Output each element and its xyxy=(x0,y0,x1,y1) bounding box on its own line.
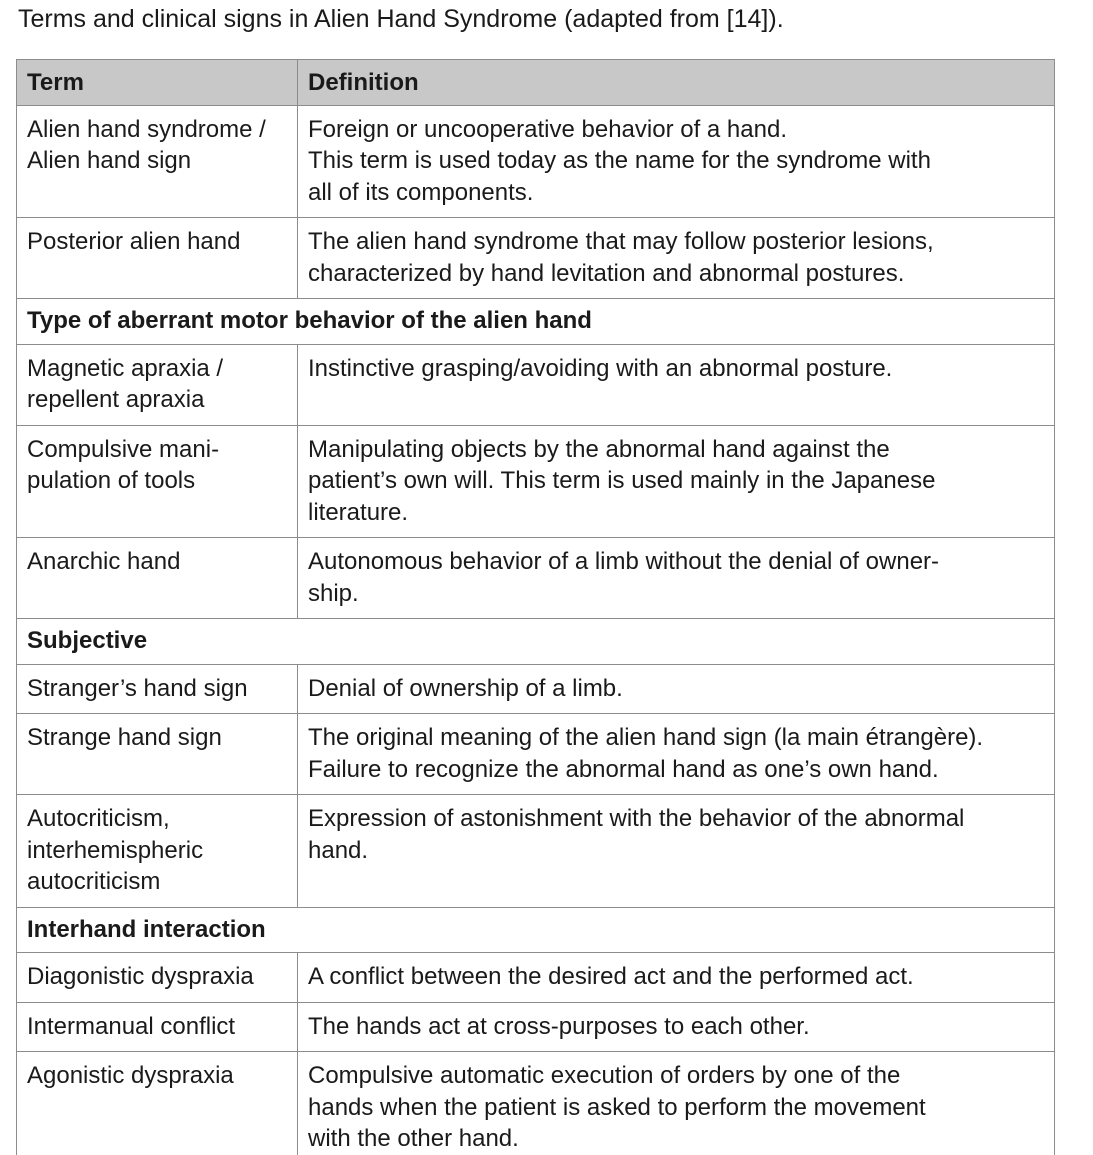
definition-cell: Compulsive automatic execution of orders by one of the hands when the patient is asked to perform the movement with the other hand. xyxy=(298,1052,1055,1155)
definition-cell: Expression of astonishment with the behavior of the abnormal hand. xyxy=(298,795,1055,908)
term-cell: Magnetic apraxia / repellent apraxia xyxy=(17,344,298,425)
section-row xyxy=(17,619,1055,665)
table-row xyxy=(17,795,1055,908)
term-cell: Diagonistic dyspraxia xyxy=(17,953,298,1003)
table-row xyxy=(17,664,1055,714)
table-row xyxy=(17,714,1055,795)
term-cell: Agonistic dyspraxia xyxy=(17,1052,298,1155)
header-row xyxy=(17,60,1055,106)
term-cell: Compulsive mani- pulation of tools xyxy=(17,425,298,538)
definition-cell: Manipulating objects by the abnormal hand against the patient’s own will. This term is used mainly in the Japanese literature. xyxy=(298,425,1055,538)
definition-cell: Autonomous behavior of a limb without the denial of owner- ship. xyxy=(298,538,1055,619)
table-row xyxy=(17,953,1055,1003)
term-cell: Strange hand sign xyxy=(17,714,298,795)
table-row xyxy=(17,105,1055,218)
table-row xyxy=(17,1052,1055,1155)
table-row xyxy=(17,1002,1055,1052)
header-term: Term xyxy=(17,60,298,106)
definition-cell: Denial of ownership of a limb. xyxy=(298,664,1055,714)
term-cell: Posterior alien hand xyxy=(17,218,298,299)
terms-table xyxy=(16,59,1055,1155)
section-row xyxy=(17,907,1055,953)
table-row xyxy=(17,425,1055,538)
definition-cell: The hands act at cross-purposes to each other. xyxy=(298,1002,1055,1052)
definition-cell: Instinctive grasping/avoiding with an abnormal posture. xyxy=(298,344,1055,425)
term-cell: Anarchic hand xyxy=(17,538,298,619)
header-definition: Definition xyxy=(298,60,1055,106)
definition-cell: A conflict between the desired act and the performed act. xyxy=(298,953,1055,1003)
term-cell: Autocriticism, interhemispheric autocriticism xyxy=(17,795,298,908)
table-caption: Terms and clinical signs in Alien Hand Syndrome (adapted from [14]). xyxy=(18,5,784,33)
table-row xyxy=(17,538,1055,619)
table-row xyxy=(17,218,1055,299)
term-cell: Alien hand syndrome / Alien hand sign xyxy=(17,105,298,218)
definition-cell: The alien hand syndrome that may follow posterior lesions, characterized by hand levitation and abnormal postures. xyxy=(298,218,1055,299)
definition-cell: The original meaning of the alien hand sign (la main étrangère). Failure to recognize the abnormal hand as one’s own hand. xyxy=(298,714,1055,795)
section-title: Interhand interaction xyxy=(17,907,1055,953)
section-title: Subjective xyxy=(17,619,1055,665)
section-row xyxy=(17,299,1055,345)
term-cell: Intermanual conflict xyxy=(17,1002,298,1052)
term-cell: Stranger’s hand sign xyxy=(17,664,298,714)
definition-cell: Foreign or uncooperative behavior of a hand. This term is used today as the name for the syndrome with all of its components. xyxy=(298,105,1055,218)
section-title: Type of aberrant motor behavior of the alien hand xyxy=(17,299,1055,345)
table-row xyxy=(17,344,1055,425)
